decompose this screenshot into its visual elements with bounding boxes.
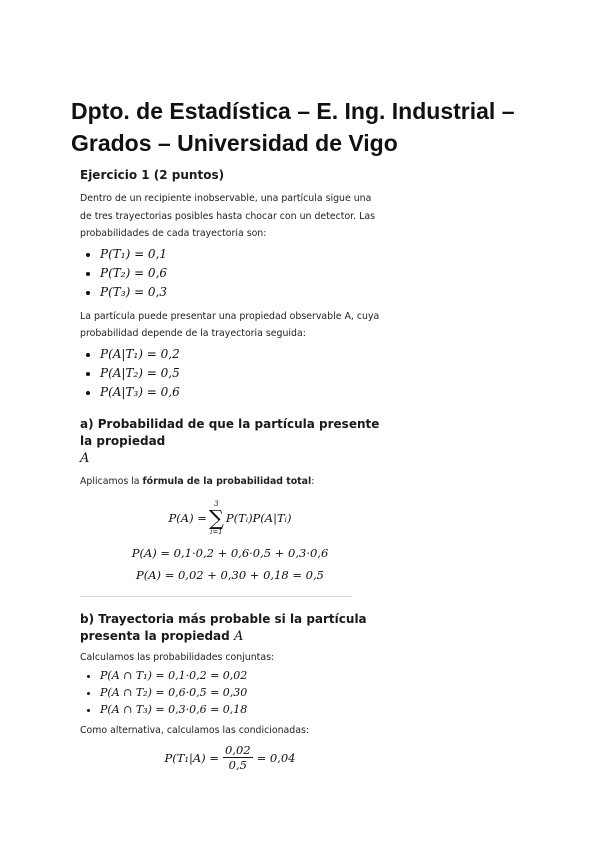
conditional-list bbox=[80, 345, 380, 402]
list-item: • P(A|T₃) = 0,6 bbox=[100, 383, 380, 402]
list-item: • P(A|T₂) = 0,5 bbox=[100, 364, 380, 383]
part-b-text-1: Calculamos las probabilidades conjuntas: bbox=[80, 652, 275, 663]
part-a-text: Aplicamos la fórmula de la probabilidad total: bbox=[80, 475, 315, 487]
exercise-intro: Dentro de un recipiente inobservable, una partícula sigue una de tres trayectorias posibles hasta chocar con un detector. Las probabilidades de cada trayectoria son: bbox=[80, 193, 375, 239]
list-item: • P(A ∩ T₁) = 0,1·0,2 = 0,02 bbox=[100, 667, 380, 684]
conditional-formula: P(T₁|A) = $\frac{0,02}{0,5}$ = 0,04 bbox=[164, 743, 296, 772]
probability-list bbox=[80, 245, 380, 302]
page-title: Dpto. de Estadística – E. Ing. Industrial – Grados – Universidad de Vigo bbox=[71, 98, 515, 156]
list-item: • P(T₃) = 0,3 bbox=[100, 283, 380, 302]
list-item: • P(A ∩ T₃) = 0,3·0,6 = 0,18 bbox=[100, 701, 380, 718]
total-probability-formula: P(A) = 3 ∑ i=1 P(Tᵢ)P(A|Tᵢ) bbox=[168, 499, 292, 536]
section-divider bbox=[80, 596, 352, 597]
summation-symbol: 3 ∑ i=1 bbox=[208, 499, 224, 536]
part-b-heading bbox=[80, 611, 380, 645]
calculation-line-1: P(A) = 0,1·0,2 + 0,6·0,5 + 0,3·0,6 bbox=[131, 546, 329, 560]
list-item: • P(T₁) = 0,1 bbox=[100, 245, 380, 264]
list-item: • P(A ∩ T₂) = 0,6·0,5 = 0,30 bbox=[100, 684, 380, 701]
part-a-heading-text: a) Probabilidad de que la partícula presente la propiedad bbox=[80, 416, 380, 448]
property-text: La partícula puede presentar una propiedad observable A, cuya probabilidad depende de la trayectoria seguida: bbox=[80, 310, 380, 339]
joint-probability-list bbox=[80, 667, 380, 718]
exercise-content bbox=[80, 168, 380, 773]
part-b-heading-text: b) Trayectoria más probable si la partícula presenta la propiedad bbox=[80, 612, 367, 643]
list-item: • P(T₂) = 0,6 bbox=[100, 264, 380, 283]
part-a-heading bbox=[80, 416, 380, 467]
part-a-heading-var: A bbox=[80, 450, 90, 466]
list-item: • P(A|T₁) = 0,2 bbox=[100, 345, 380, 364]
part-b-text-2: Como alternativa, calculamos las condicionadas: bbox=[80, 724, 310, 736]
total-probability-term: fórmula de la probabilidad total bbox=[142, 475, 312, 487]
exercise-title: Ejercicio 1 (2 puntos) bbox=[80, 168, 225, 182]
fraction: $\frac{0,02}{0,5}$ bbox=[224, 743, 251, 772]
calculation-line-2: P(A) = 0,02 + 0,30 + 0,18 = 0,5 bbox=[136, 568, 324, 582]
part-b-heading-var: A bbox=[233, 629, 244, 644]
